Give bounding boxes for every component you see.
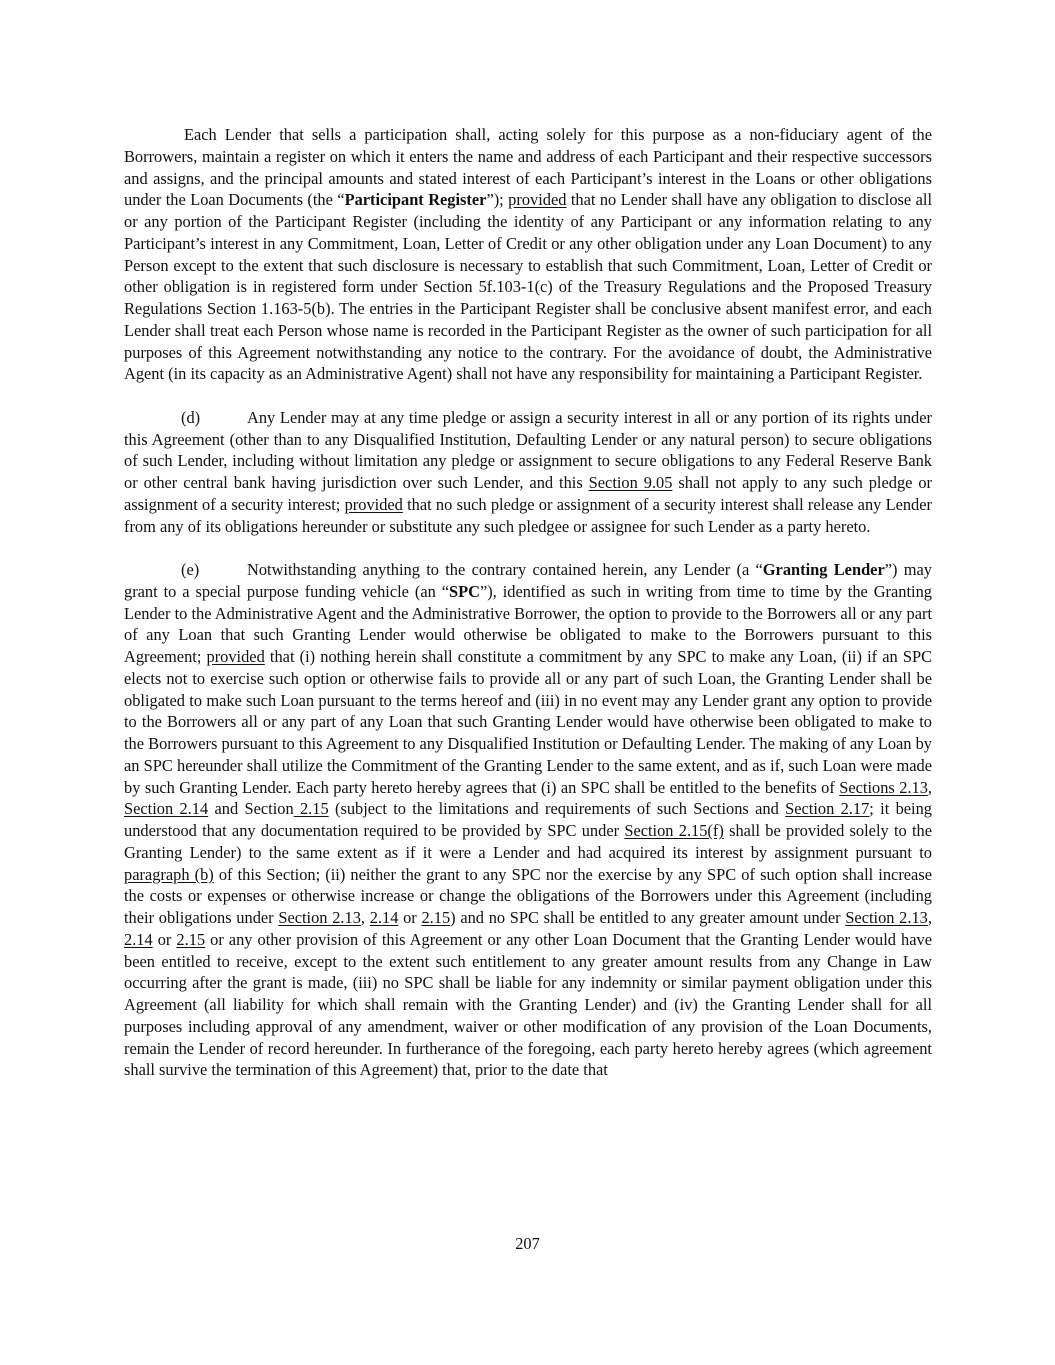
- defined-term: SPC: [448, 581, 480, 601]
- text-run: and Section: [208, 799, 294, 819]
- cross-reference: provided: [508, 190, 567, 210]
- defined-term: Participant Register: [344, 190, 487, 210]
- text-run: or any other provision of this Agreement or any other Loan Document that the Granting Lender would have been entitled to receive, except to the extent such entitlement to any greater amount results from any Change in Law occurring after the grant is made, (iii) no SPC shall be liable for any indemnity or similar payment obligation under this Agreement (all liability for which shall remain with the Granting Lender) and (iv) the Granting Lender shall for all purposes including approval of any amendment, waiver or other modification of any provision of the Loan Documents, remain the Lender of record hereunder. In furtherance of the foregoing, each party hereto hereby agrees (which agreement shall survive the termination of this Agreement) that, prior to the date that: [124, 929, 932, 1080]
- cross-reference: Section 2.17: [785, 799, 870, 819]
- text-run: ,: [927, 777, 932, 797]
- cross-reference: Section 9.05: [588, 473, 673, 492]
- cross-reference: Section 2.13: [278, 908, 361, 927]
- cross-reference: 2.15: [421, 908, 451, 927]
- text-run: ; it being understood that any documentation required to be provided by SPC under: [124, 799, 932, 840]
- paragraph-label: (e): [181, 560, 200, 579]
- cross-reference: provided: [344, 494, 403, 514]
- cross-reference: Section 2.15(f): [624, 821, 724, 840]
- cross-reference: 2.15: [293, 799, 329, 819]
- cross-reference: 2.14: [369, 908, 399, 927]
- text-run: or: [152, 929, 177, 949]
- text-run: Each Lender that sells a participation shall, acting solely for this purpose as a non-fiduciary agent of the Borrowers, maintain a register on which it enters the name and address of each Participant and their respective successors and assigns, and the principal amounts and stated interest of each Participant’s interest in the Loans or other obligations under the Loan Documents (the “: [124, 125, 932, 210]
- text-run: that no Lender shall have any obligation to disclose all or any portion of the Participant Register (including the identity of any Participant or any information relating to any Participant’s interest in any Commitment, Loan, Letter of Credit or any other obligation under any Loan Document) to any Person except to the extent that such disclosure is necessary to establish that such Commitment, Loan, Letter of Credit or other obligation is in registered form under Section 5f.103-1(c) of the Treasury Regulations and the Proposed Treasury Regulations Section 1.163-5(b). The entries in the Participant Register shall be conclusive absent manifest error, and each Lender shall treat each Person whose name is recorded in the Participant Register as the owner of such participation for all purposes of this Agreement notwithstanding any notice to the contrary. For the avoidance of doubt, the Administrative Agent (in its capacity as an Administrative Agent) shall not have any responsibility for maintaining a Participant Register.: [124, 190, 933, 384]
- text-run: shall be provided solely to the Granting Lender) to the same extent as if it were a Lender and had acquired its interest by assignment pursuant to: [124, 821, 932, 862]
- paragraph-participant-register: [124, 124, 932, 385]
- paragraph-label: (d): [181, 407, 201, 427]
- text-run: ”), identified as such in writing from time to time by the Granting Lender to the Administrative Agent and the Administrative Borrower, the option to provide to the Borrowers all or any part of any Loan that such Granting Lender would otherwise be obligated to make to the Borrowers pursuant to this Agreement;: [124, 581, 932, 666]
- cross-reference: Section 2.14: [124, 799, 209, 819]
- paragraph-d: [124, 407, 932, 538]
- text-run: of this Section; (ii) neither the grant to any SPC nor the exercise by any SPC of such option shall increase the costs or expenses or otherwise increase or change the obligations of the Borrowers under this Agreement (including their obligations under: [124, 864, 932, 927]
- text-run: (subject to the limitations and requirements of such Sections and: [328, 799, 786, 819]
- text-run: ) and no SPC shall be entitled to any greater amount under: [450, 908, 846, 927]
- text-run: that (i) nothing herein shall constitute a commitment by any SPC to make any Loan, (ii) if an SPC elects not to exercise such option or otherwise fails to provide all or any part of such Loan, the Granting Lender shall be obligated to make such Loan pursuant to the terms hereof and (iii) in no event may any Lender grant any option to provide to the Borrowers all or any part of any Loan that such Granting Lender would have otherwise been obligated to make to the Borrowers pursuant to this Agreement to any Disqualified Institution or Defaulting Lender. The making of any Loan by an SPC hereunder shall utilize the Commitment of the Granting Lender to the same extent, and as if, such Loan were made by such Granting Lender. Each party hereto hereby agrees that (i) an SPC shall be entitled to the benefits of: [124, 647, 932, 797]
- cross-reference: provided: [206, 647, 265, 666]
- cross-reference: 2.14: [124, 929, 153, 949]
- text-run: shall not apply to any such pledge or assignment of a security interest;: [124, 473, 932, 514]
- cross-reference: Sections 2.13: [839, 777, 928, 797]
- text-run: that no such pledge or assignment of a security interest shall release any Lender from any of its obligations hereunder or substitute any such pledgee or assignee for such Lender as a party hereto.: [124, 494, 932, 536]
- text-run: Any Lender may at any time pledge or assign a security interest in all or any portion of its rights under this Agreement (other than to any Disqualified Institution, Defaulting Lender or any natural person) to secure obligations of such Lender, including without limitation any pledge or assignment to secure obligations to any Federal Reserve Bank or other central bank having jurisdiction over such Lender, and this: [124, 407, 932, 492]
- text-run: Notwithstanding anything to the contrary contained herein, any Lender (a “: [247, 560, 763, 579]
- defined-term: Granting Lender: [762, 560, 885, 579]
- text-run: ”);: [486, 190, 509, 210]
- text-run: ,: [927, 908, 932, 927]
- cross-reference: paragraph (b): [124, 864, 214, 884]
- text-run: ,: [360, 908, 370, 927]
- paragraph-e: [124, 559, 932, 1081]
- cross-reference: Section 2.13: [845, 908, 928, 927]
- document-body: [124, 124, 932, 1081]
- text-run: ”) may grant to a special purpose funding vehicle (an “: [124, 560, 932, 601]
- cross-reference: 2.15: [176, 929, 206, 949]
- text-run: or: [398, 908, 422, 927]
- page-number: 207: [515, 1234, 540, 1253]
